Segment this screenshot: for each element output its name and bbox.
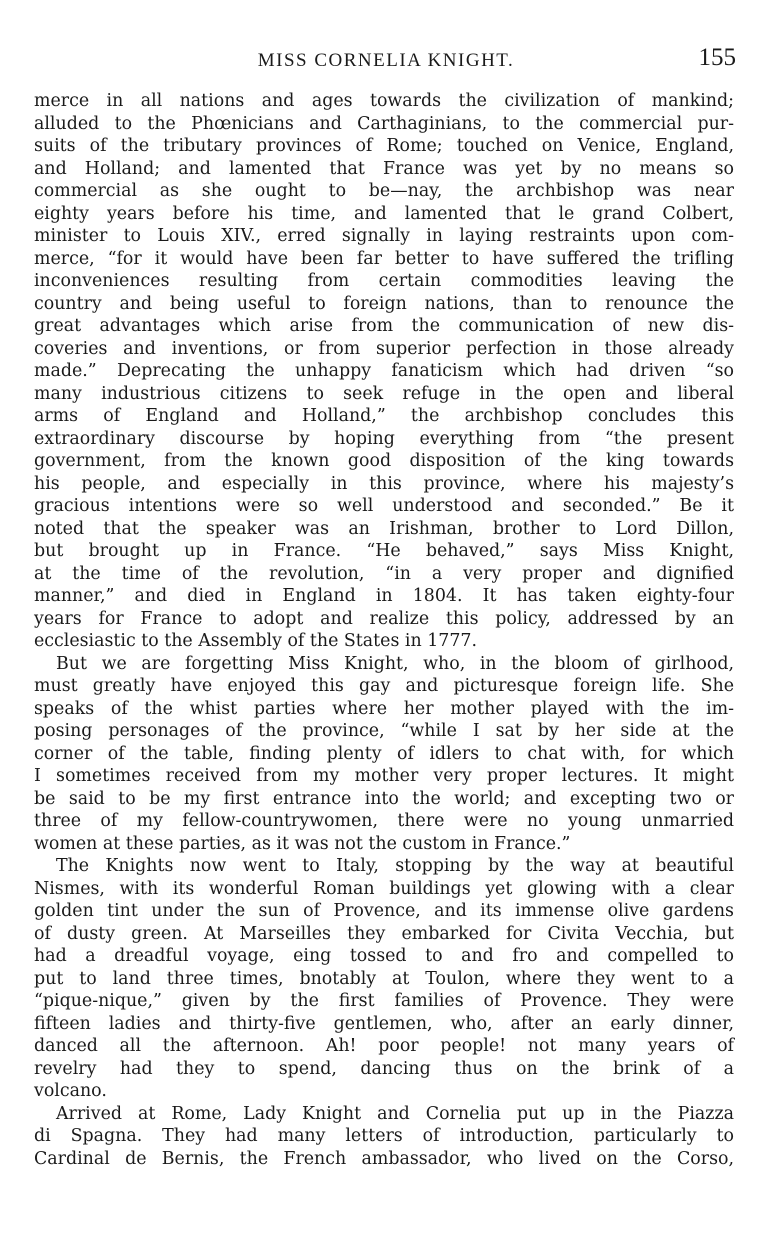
text-line: Nismes, with its wonderful Roman buildings yet glowing with a clear (34, 878, 734, 899)
text-line: volcano. (34, 1081, 107, 1101)
text-line: his people, and especially in this province, where his majesty’s (34, 473, 734, 494)
text-line: coveries and inventions, or from superior perfection in those already (34, 338, 734, 359)
text-line: be said to be my first entrance into the world; and excepting two or (34, 788, 734, 809)
text-line: great advantages which arise from the communication of new dis- (34, 316, 734, 336)
text-line: suits of the tributary provinces of Rome; touched on Venice, England, (34, 136, 734, 156)
text-line: had a dreadful voyage, eing tossed to and fro and compelled to (34, 946, 734, 966)
text-line: but brought up in France. “He behaved,” says Miss Knight, (34, 541, 734, 561)
text-line: put to land three times, bnotably at Toulon, where they went to a (34, 968, 734, 989)
text-line: government, from the known good disposition of the king towards (34, 451, 734, 471)
text-line: fifteen ladies and thirty-five gentlemen, who, after an early dinner, (34, 1013, 734, 1034)
text-line: noted that the speaker was an Irishman, brother to Lord Dillon, (34, 518, 734, 539)
text-line: at the time of the revolution, “in a very proper and dignified (34, 563, 734, 584)
text-line: golden tint under the sun of Provence, and its immense olive gardens (34, 901, 734, 921)
paragraph-start-line: The Knights now went to Italy, stopping by the way at beautiful (56, 856, 734, 876)
text-line: “pique-nique,” given by the first families of Provence. They were (34, 991, 734, 1011)
body-text (34, 90, 734, 1170)
paragraph-start-line: But we are forgetting Miss Knight, who, in the bloom of girlhood, (56, 653, 734, 674)
text-line: inconveniences resulting from certain commodities leaving the (34, 271, 734, 291)
text-line: years for France to adopt and realize this policy, addressed by an (34, 608, 734, 629)
text-line: posing personages of the province, “while I sat by her side at the (34, 721, 734, 741)
text-line: merce in all nations and ages towards the civilization of mankind; (34, 91, 734, 111)
text-line: corner of the table, finding plenty of idlers to chat with, for which (34, 743, 734, 764)
text-line: three of my fellow-countrywomen, there were no young unmarried (34, 811, 734, 831)
text-line: many industrious citizens to seek refuge in the open and liberal (34, 383, 734, 404)
text-line: made.” Deprecating the unhappy fanaticism which had driven “so (34, 361, 734, 381)
text-line: gracious intentions were so well understood and seconded.” Be it (34, 496, 734, 516)
text-line: commercial as she ought to be—nay, the archbishop was near (34, 181, 734, 201)
text-line: and Holland; and lamented that France was yet by no means so (34, 158, 734, 179)
text-line: manner,” and died in England in 1804. It has taken eighty-four (34, 586, 734, 606)
page-number: 155 (698, 44, 736, 71)
text-line: extraordinary discourse by hoping everything from “the present (34, 428, 734, 449)
text-line: I sometimes received from my mother very proper lectures. It might (34, 766, 734, 786)
text-line: speaks of the whist parties where her mother played with the im- (34, 698, 734, 719)
text-line: merce, “for it would have been far better to have suffered the trifling (34, 248, 734, 269)
running-title: MISS CORNELIA KNIGHT. (257, 50, 515, 71)
text-line: di Spagna. They had many letters of introduction, particularly to (34, 1126, 734, 1146)
text-line: women at these parties, as it was not the custom in France.” (34, 833, 571, 854)
text-line: eighty years before his time, and lamented that le grand Colbert, (34, 203, 734, 224)
text-line: must greatly have enjoyed this gay and picturesque foreign life. She (34, 676, 734, 696)
text-line: of dusty green. At Marseilles they embarked for Civita Vecchia, but (34, 923, 734, 944)
paragraph-start-line: Arrived at Rome, Lady Knight and Cornelia put up in the Piazza (56, 1103, 734, 1124)
running-head (36, 44, 736, 84)
text-line: danced all the afternoon. Ah! poor people! not many years of (34, 1036, 734, 1056)
text-line: ecclesiastic to the Assembly of the States in 1777. (34, 631, 477, 651)
text-line: minister to Louis XIV., erred signally in laying restraints upon com- (34, 226, 734, 246)
text-line: arms of England and Holland,” the archbishop concludes this (34, 406, 734, 426)
text-line: country and being useful to foreign nations, than to renounce the (34, 293, 734, 314)
text-line: alluded to the Phœnicians and Carthaginians, to the commercial pur- (34, 113, 734, 134)
text-line: revelry had they to spend, dancing thus on the brink of a (34, 1058, 734, 1079)
text-line: Cardinal de Bernis, the French ambassador, who lived on the Corso, (34, 1148, 734, 1169)
